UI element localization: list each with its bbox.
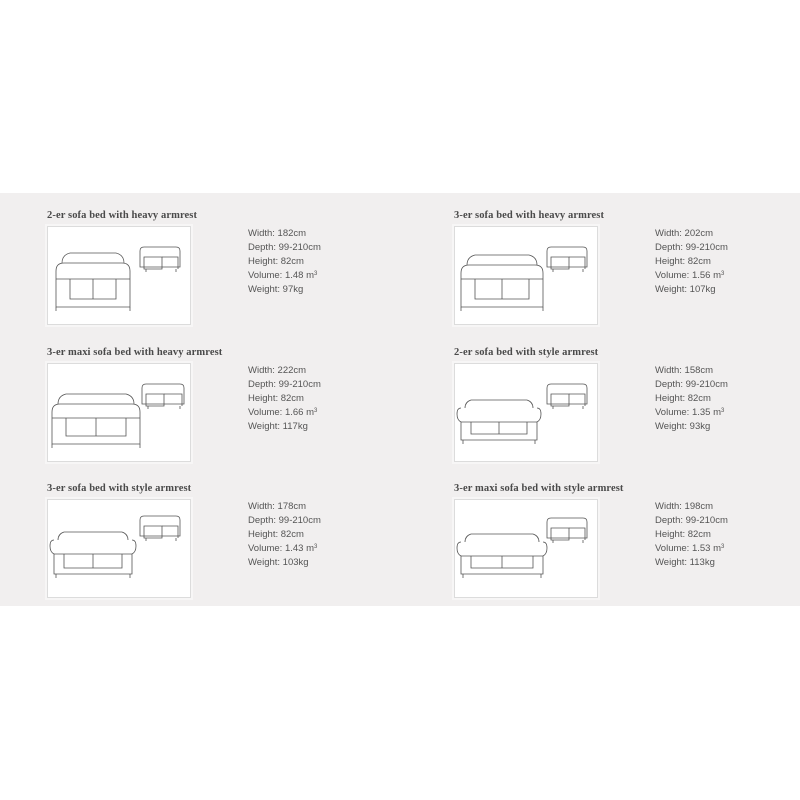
spec-list [248, 364, 321, 434]
product-title: 3-er sofa bed with heavy armrest [454, 210, 605, 221]
product-card [454, 347, 800, 472]
spec-weight: Weight: 103kg [248, 557, 309, 569]
spec-height: Height: 82cm [248, 392, 304, 404]
spec-width: Width: 178cm [248, 501, 307, 512]
product-title: 2-er sofa bed with heavy armrest [47, 210, 198, 221]
spec-height: Height: 82cm [248, 528, 304, 540]
spec-volume: Volume: 1.53 $m^3$ [655, 543, 725, 555]
spec-weight: Weight: 97kg [248, 284, 304, 296]
product-title: 3-er maxi sofa bed with heavy armrest [47, 347, 223, 358]
spec-depth: Depth: 99-210cm [655, 378, 728, 390]
sofa-bed-drawing [454, 226, 598, 325]
sofa-bed-drawing [47, 499, 191, 598]
spec-list [655, 227, 728, 297]
spec-depth: Depth: 99-210cm [248, 241, 321, 253]
sofa-drawing-icon [48, 500, 190, 597]
spec-width: Width: 202cm [655, 228, 714, 239]
sofa-drawing-icon [455, 364, 597, 461]
spec-volume: Volume: 1.35 $m^3$ [655, 407, 725, 419]
product-card [454, 483, 800, 608]
sofa-drawing-icon [455, 227, 597, 324]
spec-depth: Depth: 99-210cm [248, 378, 321, 390]
spec-width: Width: 182cm [248, 228, 307, 239]
spec-volume: Volume: 1.43 $m^3$ [248, 543, 318, 555]
spec-width: Width: 222cm [248, 365, 307, 376]
sofa-bed-drawing [47, 363, 191, 462]
spec-volume: Volume: 1.66 $m^3$ [248, 407, 318, 419]
sofa-drawing-icon [48, 227, 190, 324]
spec-volume: Volume: 1.48 $m^3$ [248, 270, 318, 282]
spec-weight: Weight: 117kg [248, 421, 308, 433]
spec-height: Height: 82cm [655, 392, 711, 404]
spec-height: Height: 82cm [248, 255, 304, 267]
spec-weight: Weight: 113kg [655, 557, 715, 569]
product-card [47, 210, 427, 335]
spec-list [248, 227, 321, 297]
sofa-bed-drawing [454, 499, 598, 598]
sofa-bed-drawing [454, 363, 598, 462]
sofa-bed-drawing [47, 226, 191, 325]
product-title: 3-er maxi sofa bed with style armrest [454, 483, 624, 494]
spec-height: Height: 82cm [655, 255, 711, 267]
product-title: 3-er sofa bed with style armrest [47, 483, 192, 494]
spec-depth: Depth: 99-210cm [655, 241, 728, 253]
spec-volume: Volume: 1.56 $m^3$ [655, 270, 725, 282]
spec-list [248, 500, 321, 570]
spec-depth: Depth: 99-210cm [655, 514, 728, 526]
product-title: 2-er sofa bed with style armrest [454, 347, 599, 358]
spec-height: Height: 82cm [655, 528, 711, 540]
product-card [47, 347, 427, 472]
spec-list [655, 500, 728, 570]
spec-depth: Depth: 99-210cm [248, 514, 321, 526]
spec-width: Width: 158cm [655, 365, 714, 376]
sofa-drawing-icon [48, 364, 190, 461]
spec-weight: Weight: 93kg [655, 421, 711, 433]
spec-width: Width: 198cm [655, 501, 714, 512]
spec-list [655, 364, 728, 434]
sofa-drawing-icon [455, 500, 597, 597]
product-card [47, 483, 427, 608]
product-card [454, 210, 800, 335]
spec-weight: Weight: 107kg [655, 284, 716, 296]
